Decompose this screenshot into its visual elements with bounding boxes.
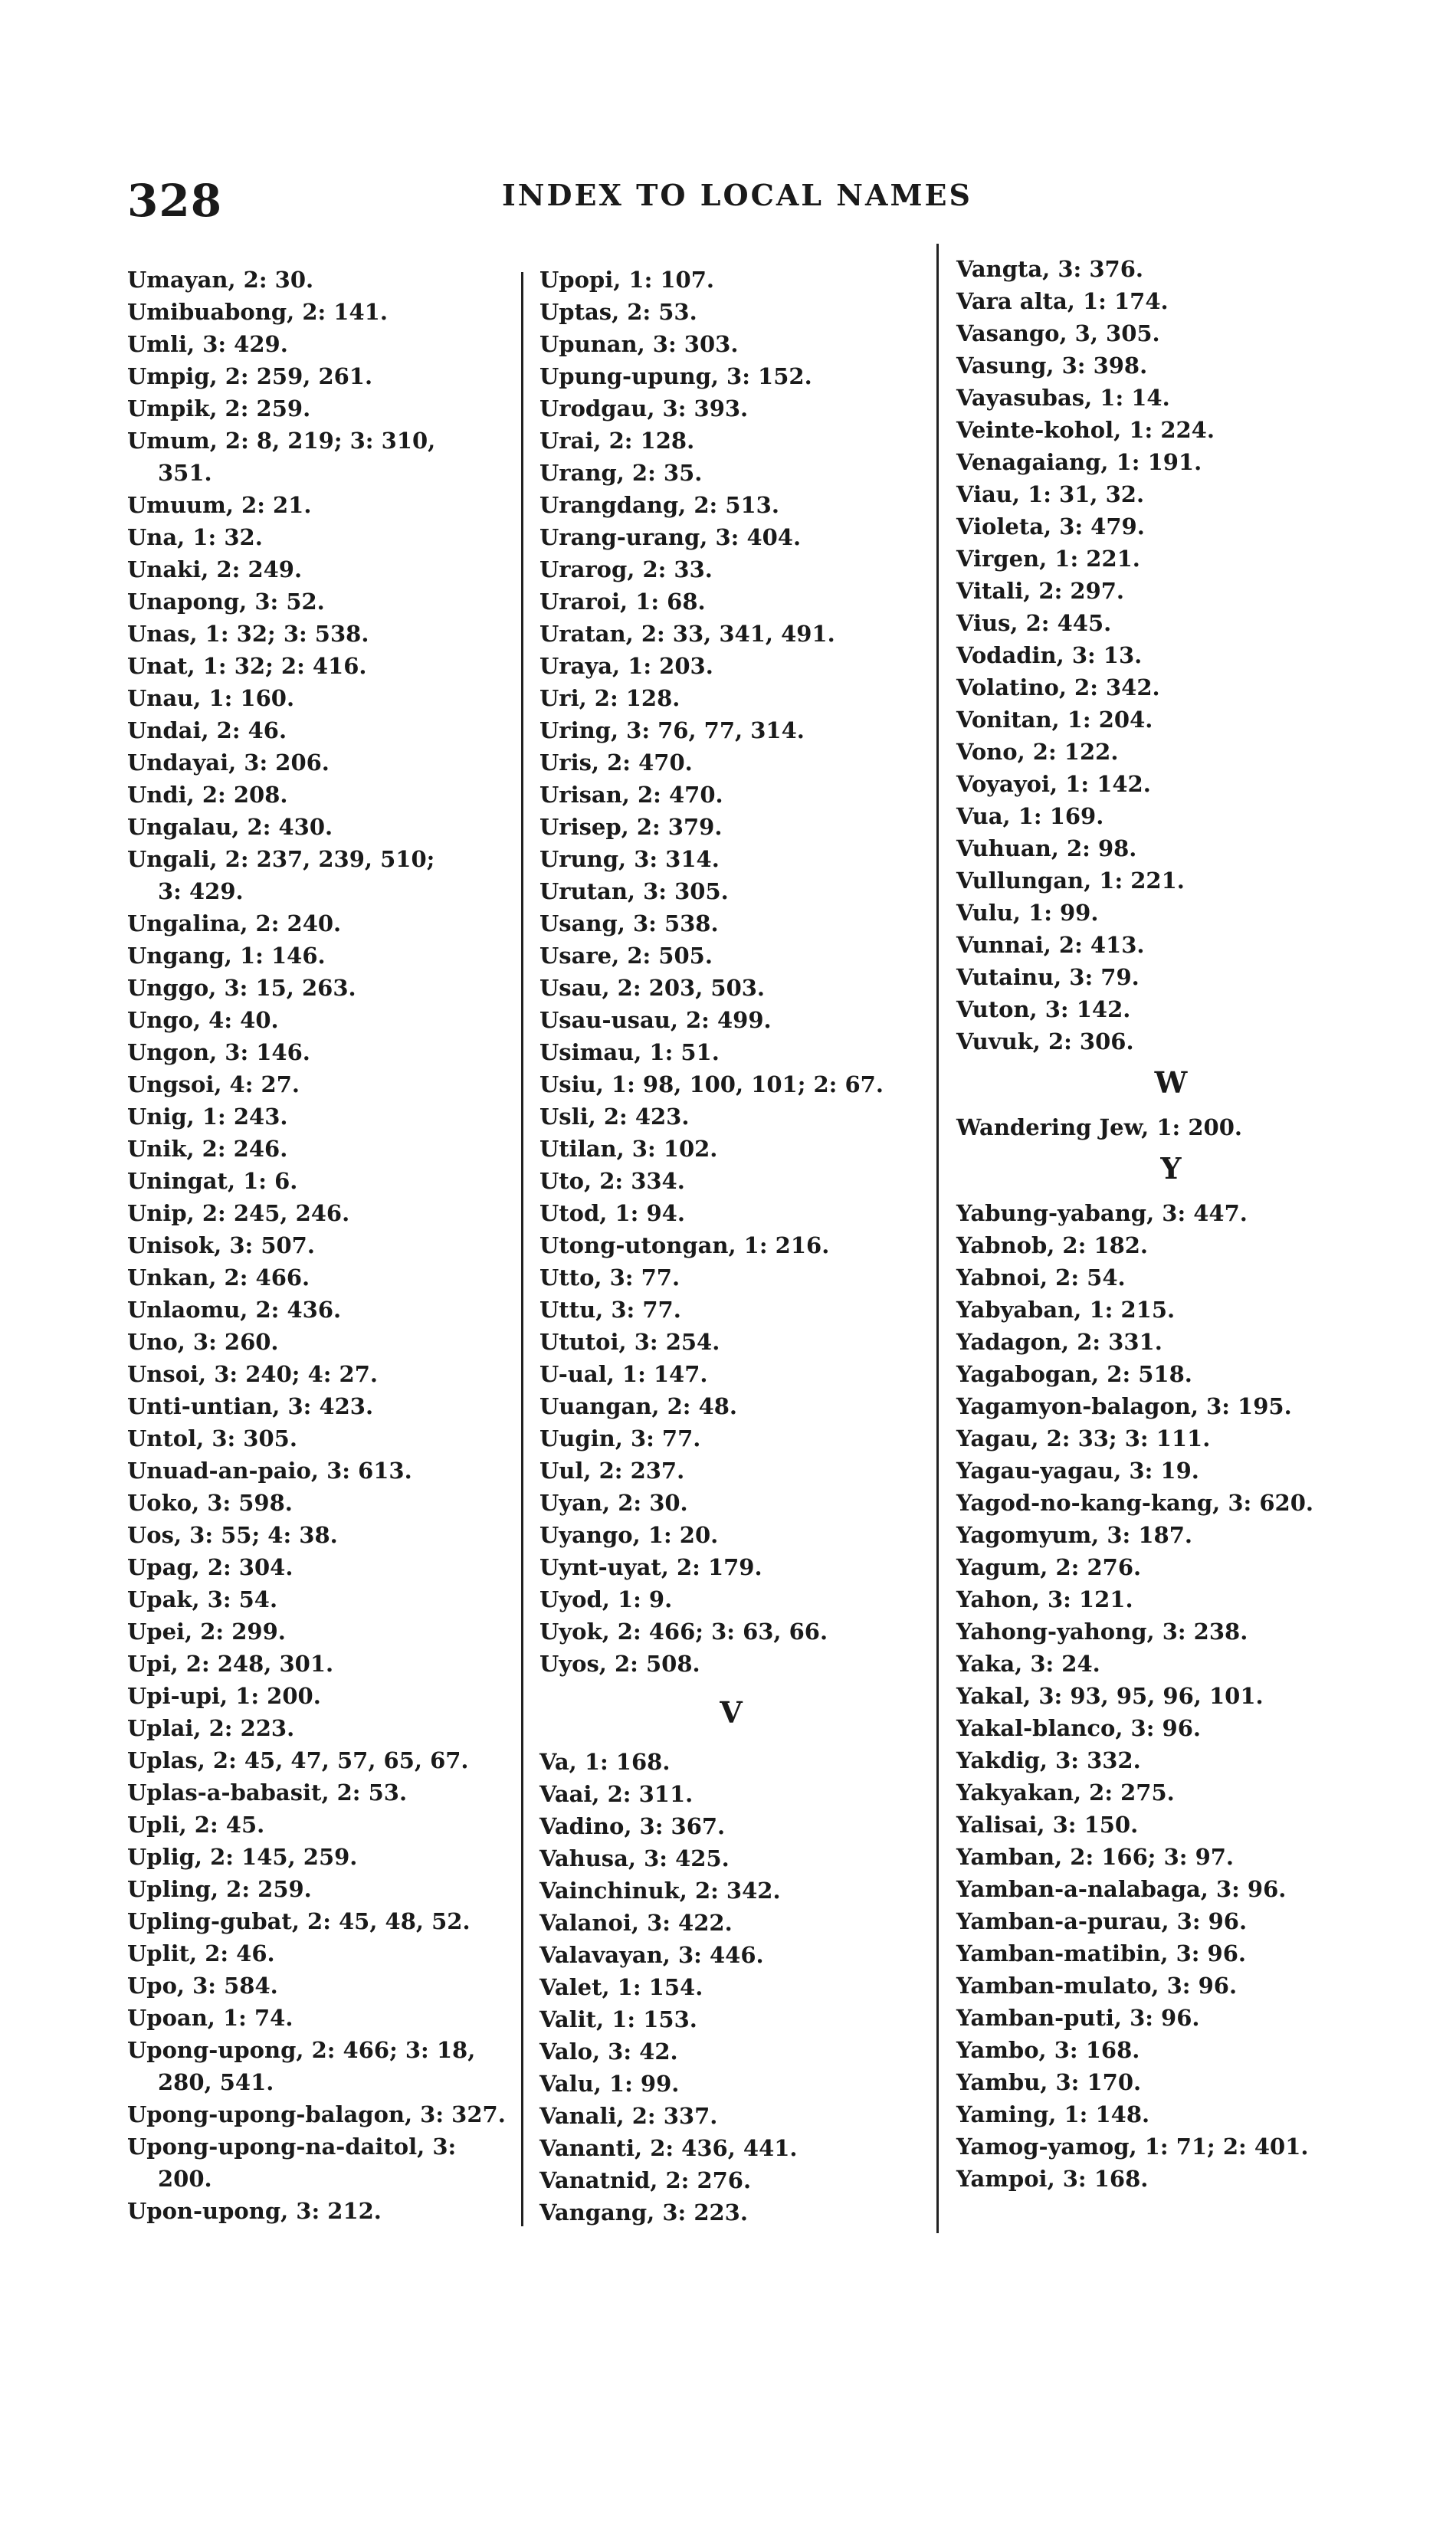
index-entry: Upunan, 3: 303. <box>539 331 739 357</box>
index-entry: Upong-upong-na-daitol, 3: <box>127 2134 457 2160</box>
index-entry: Yalisai, 3: 150. <box>956 1812 1139 1838</box>
section-heading-y: Y <box>1160 1151 1182 1186</box>
index-entry: Ututoi, 3: 254. <box>539 1329 720 1355</box>
index-column-2 <box>539 264 923 2229</box>
index-entry: Unau, 1: 160. <box>127 685 295 711</box>
index-entry: Vono, 2: 122. <box>956 739 1119 765</box>
index-entry: Upi, 2: 248, 301. <box>127 1651 334 1677</box>
index-entry: Yamban-a-nalabaga, 3: 96. <box>956 1876 1287 1902</box>
index-entry: Uugin, 3: 77. <box>539 1425 701 1451</box>
index-entry: Vara alta, 1: 174. <box>956 288 1169 314</box>
index-entry: Valanoi, 3: 422. <box>539 1910 733 1936</box>
index-entry: Vuvuk, 2: 306. <box>956 1028 1134 1055</box>
index-entry: Vunnai, 2: 413. <box>956 932 1145 958</box>
index-entry: Yahong-yahong, 3: 238. <box>956 1619 1248 1645</box>
index-entry: Undayai, 3: 206. <box>127 750 330 776</box>
index-entry: Urang, 2: 35. <box>539 460 703 486</box>
index-entry: Volatino, 2: 342. <box>956 674 1160 700</box>
index-entry: Violeta, 3: 479. <box>956 513 1145 540</box>
index-entry: Umum, 2: 8, 219; 3: 310, <box>127 428 436 454</box>
index-entry: Upon-upong, 3: 212. <box>127 2198 382 2224</box>
index-entry: Viau, 1: 31, 32. <box>956 481 1145 507</box>
index-entry: Ungalina, 2: 240. <box>127 910 342 936</box>
index-entry: Upling, 2: 259. <box>127 1876 312 1902</box>
index-entry: Yampoi, 3: 168. <box>956 2166 1149 2192</box>
index-entry: Urai, 2: 128. <box>539 428 695 454</box>
index-entry: Upei, 2: 299. <box>127 1619 286 1645</box>
index-entry: Valavayan, 3: 446. <box>539 1942 764 1968</box>
index-entry: Upling-gubat, 2: 45, 48, 52. <box>127 1908 471 1934</box>
index-entry: Yagod-no-kang-kang, 3: 620. <box>956 1490 1313 1516</box>
index-entry: Unik, 2: 246. <box>127 1136 288 1162</box>
index-entry: Utilan, 3: 102. <box>539 1136 718 1162</box>
index-entry: Yamban, 2: 166; 3: 97. <box>956 1844 1235 1870</box>
index-entry: Valo, 3: 42. <box>539 2039 678 2065</box>
index-entry: Urang-urang, 3: 404. <box>539 524 802 550</box>
index-entry: Uuangan, 2: 48. <box>539 1393 738 1419</box>
index-entry: Vua, 1: 169. <box>956 803 1104 829</box>
index-entry: Umuum, 2: 21. <box>127 492 312 518</box>
index-entry: Uyan, 2: 30. <box>539 1490 688 1516</box>
index-entry: Yambu, 3: 170. <box>956 2069 1142 2095</box>
index-entry: Uyod, 1: 9. <box>539 1586 673 1612</box>
running-head: INDEX TO LOCAL NAMES <box>502 178 972 212</box>
index-entry: Uris, 2: 470. <box>539 750 693 776</box>
index-entry: Uto, 2: 334. <box>539 1168 685 1194</box>
index-entry: Undi, 2: 208. <box>127 782 288 808</box>
index-entry: Uraroi, 1: 68. <box>539 589 706 615</box>
index-entry: Vangta, 3: 376. <box>956 256 1143 282</box>
page-number: 328 <box>127 175 223 227</box>
index-entry: Urarog, 2: 33. <box>539 556 713 582</box>
index-entry: Vadino, 3: 367. <box>539 1813 726 1839</box>
index-entry: Yaming, 1: 148. <box>956 2101 1150 2127</box>
index-entry: 3: 429. <box>158 878 244 904</box>
index-entry: Upoan, 1: 74. <box>127 2005 293 2031</box>
index-entry: Upi-upi, 1: 200. <box>127 1683 321 1709</box>
index-entry: Uyos, 2: 508. <box>539 1651 700 1677</box>
index-entry: Unkan, 2: 466. <box>127 1264 310 1291</box>
index-entry: Ungon, 3: 146. <box>127 1039 310 1065</box>
index-entry: Yagum, 2: 276. <box>956 1554 1142 1580</box>
index-entry: Vananti, 2: 436, 441. <box>539 2135 798 2161</box>
index-entry: Una, 1: 32. <box>127 524 263 550</box>
index-entry: Yamban-matibin, 3: 96. <box>956 1940 1247 1966</box>
index-entry: Vasango, 3, 305. <box>956 320 1160 346</box>
index-entry: Unas, 1: 32; 3: 538. <box>127 621 369 647</box>
index-entry: Uul, 2: 237. <box>539 1458 685 1484</box>
index-entry: Usiu, 1: 98, 100, 101; 2: 67. <box>539 1071 884 1097</box>
index-entry: Ungang, 1: 146. <box>127 943 326 969</box>
index-entry: 280, 541. <box>158 2069 274 2095</box>
index-entry: Uplas-a-babasit, 2: 53. <box>127 1779 408 1806</box>
index-entry: Umpig, 2: 259, 261. <box>127 363 373 389</box>
index-entry: Wandering Jew, 1: 200. <box>956 1114 1242 1140</box>
index-entry: Vuhuan, 2: 98. <box>956 835 1137 861</box>
index-entry: Unapong, 3: 52. <box>127 589 325 615</box>
index-entry: Unat, 1: 32; 2: 416. <box>127 653 367 679</box>
index-entry: Umli, 3: 429. <box>127 331 288 357</box>
index-entry: Unip, 2: 245, 246. <box>127 1200 350 1226</box>
index-entry: 351. <box>158 460 212 486</box>
index-entry: Upopi, 1: 107. <box>539 267 715 293</box>
index-entry: Yambo, 3: 168. <box>956 2037 1140 2063</box>
index-entry: Unlaomu, 2: 436. <box>127 1297 342 1323</box>
index-entry: Yakal-blanco, 3: 96. <box>956 1715 1201 1741</box>
index-entry: Upong-upong, 2: 466; 3: 18, <box>127 2037 476 2063</box>
index-entry: Venagaiang, 1: 191. <box>956 449 1202 475</box>
index-entry: Untol, 3: 305. <box>127 1425 297 1451</box>
index-entry: Uningat, 1: 6. <box>127 1168 298 1194</box>
index-column-3 <box>956 253 1385 2195</box>
index-entry: Yakdig, 3: 332. <box>956 1747 1141 1773</box>
index-entry: Upung-upung, 3: 152. <box>539 363 812 389</box>
section-heading-v: V <box>720 1695 743 1730</box>
index-entry: Uring, 3: 76, 77, 314. <box>539 717 805 743</box>
index-entry: Uno, 3: 260. <box>127 1329 279 1355</box>
index-entry: Utod, 1: 94. <box>539 1200 685 1226</box>
index-entry: Yagomyum, 3: 187. <box>956 1522 1192 1548</box>
index-entry: Virgen, 1: 221. <box>956 546 1140 572</box>
index-entry: Urisep, 2: 379. <box>539 814 723 840</box>
index-entry: Yabnob, 2: 182. <box>956 1232 1149 1258</box>
index-entry: Unig, 1: 243. <box>127 1104 288 1130</box>
index-entry: Usau-usau, 2: 499. <box>539 1007 772 1033</box>
index-entry: Uoko, 3: 598. <box>127 1490 293 1516</box>
index-entry: Ungalau, 2: 430. <box>127 814 333 840</box>
index-entry: Yabnoi, 2: 54. <box>956 1264 1126 1291</box>
column-rule <box>936 244 939 2233</box>
index-entry: Vullungan, 1: 221. <box>956 868 1185 894</box>
column-rule <box>521 272 523 2226</box>
index-entry: Yamban-a-purau, 3: 96. <box>956 1908 1248 1934</box>
index-entry: Unggo, 3: 15, 263. <box>127 975 356 1001</box>
index-entry: Uynt-uyat, 2: 179. <box>539 1554 762 1580</box>
index-entry: Usau, 2: 203, 503. <box>539 975 766 1001</box>
index-entry: Vius, 2: 445. <box>956 610 1112 636</box>
index-entry: U-ual, 1: 147. <box>539 1361 708 1387</box>
index-entry: Yadagon, 2: 331. <box>956 1329 1163 1355</box>
index-entry: Uyango, 1: 20. <box>539 1522 719 1548</box>
index-entry: Uplas, 2: 45, 47, 57, 65, 67. <box>127 1747 469 1773</box>
index-entry: Vonitan, 1: 204. <box>956 707 1153 733</box>
index-entry: Yabung-yabang, 3: 447. <box>956 1200 1248 1226</box>
index-entry: Yamban-mulato, 3: 96. <box>956 1973 1238 1999</box>
index-entry: Vahusa, 3: 425. <box>539 1845 730 1871</box>
index-entry: Vodadin, 3: 13. <box>956 642 1143 668</box>
index-entry: Usimau, 1: 51. <box>539 1039 720 1065</box>
index-entry: Ungo, 4: 40. <box>127 1007 279 1033</box>
index-entry: Uraya, 1: 203. <box>539 653 713 679</box>
index-entry: Yagabogan, 2: 518. <box>956 1361 1192 1387</box>
index-entry: Upag, 2: 304. <box>127 1554 293 1580</box>
index-entry: Upong-upong-balagon, 3: 327. <box>127 2101 506 2127</box>
index-entry: Vayasubas, 1: 14. <box>956 385 1170 411</box>
index-entry: Usare, 2: 505. <box>539 943 713 969</box>
index-entry: Uttu, 3: 77. <box>539 1297 681 1323</box>
index-column-1 <box>127 264 510 2227</box>
index-entry: Unaki, 2: 249. <box>127 556 303 582</box>
index-entry: Va, 1: 168. <box>539 1749 671 1775</box>
index-entry: Uplai, 2: 223. <box>127 1715 295 1741</box>
index-entry: Yamog-yamog, 1: 71; 2: 401. <box>956 2134 1309 2160</box>
index-entry: Utto, 3: 77. <box>539 1264 680 1291</box>
index-entry: Vasung, 3: 398. <box>956 353 1148 379</box>
index-entry: Unti-untian, 3: 423. <box>127 1393 374 1419</box>
index-entry: Yaka, 3: 24. <box>956 1651 1100 1677</box>
index-entry: Vitali, 2: 297. <box>956 578 1125 604</box>
index-entry: Ungali, 2: 237, 239, 510; <box>127 846 435 872</box>
index-entry: Urutan, 3: 305. <box>539 878 729 904</box>
index-entry: Umibuabong, 2: 141. <box>127 299 388 325</box>
index-entry: Vainchinuk, 2: 342. <box>539 1878 781 1904</box>
index-entry: Urisan, 2: 470. <box>539 782 723 808</box>
index-entry: Uplit, 2: 46. <box>127 1940 275 1966</box>
index-entry: Valet, 1: 154. <box>539 1974 703 2000</box>
index-entry: Urangdang, 2: 513. <box>539 492 779 518</box>
index-entry: Uratan, 2: 33, 341, 491. <box>539 621 835 647</box>
index-entry: Uptas, 2: 53. <box>539 299 697 325</box>
index-entry: Umayan, 2: 30. <box>127 267 314 293</box>
index-entry: Upli, 2: 45. <box>127 1812 265 1838</box>
index-entry: Undai, 2: 46. <box>127 717 287 743</box>
index-entry: Uyok, 2: 466; 3: 63, 66. <box>539 1619 828 1645</box>
index-entry: Umpik, 2: 259. <box>127 395 311 422</box>
index-entry: Yakal, 3: 93, 95, 96, 101. <box>956 1683 1264 1709</box>
index-entry: Utong-utongan, 1: 216. <box>539 1232 830 1258</box>
index-entry: Vulu, 1: 99. <box>956 900 1099 926</box>
index-entry: Urung, 3: 314. <box>539 846 720 872</box>
index-entry: Unuad-an-paio, 3: 613. <box>127 1458 412 1484</box>
section-heading-w: W <box>1154 1065 1188 1100</box>
index-entry: Ungsoi, 4: 27. <box>127 1071 300 1097</box>
index-entry: Yahon, 3: 121. <box>956 1586 1133 1612</box>
index-entry: Usli, 2: 423. <box>539 1104 690 1130</box>
index-entry: Upo, 3: 584. <box>127 1973 278 1999</box>
index-entry: Vuton, 3: 142. <box>956 996 1131 1022</box>
index-entry: Vangang, 3: 223. <box>539 2199 748 2226</box>
index-entry: Yakyakan, 2: 275. <box>956 1779 1175 1806</box>
index-entry: Uplig, 2: 145, 259. <box>127 1844 358 1870</box>
index-entry: Unsoi, 3: 240; 4: 27. <box>127 1361 379 1387</box>
index-entry: Vanatnid, 2: 276. <box>539 2167 752 2193</box>
index-entry: Veinte-kohol, 1: 224. <box>956 417 1215 443</box>
index-entry: Valit, 1: 153. <box>539 2006 697 2032</box>
index-entry: Yagau, 2: 33; 3: 111. <box>956 1425 1211 1451</box>
index-entry: Vutainu, 3: 79. <box>956 964 1140 990</box>
index-entry: Yagau-yagau, 3: 19. <box>956 1458 1199 1484</box>
index-entry: Voyayoi, 1: 142. <box>956 771 1151 797</box>
index-entry: 200. <box>158 2166 212 2192</box>
index-entry: Uos, 3: 55; 4: 38. <box>127 1522 338 1548</box>
index-entry: Upak, 3: 54. <box>127 1586 278 1612</box>
index-entry: Usang, 3: 538. <box>539 910 719 936</box>
index-entry: Vanali, 2: 337. <box>539 2103 718 2129</box>
index-entry: Yabyaban, 1: 215. <box>956 1297 1176 1323</box>
index-entry: Uri, 2: 128. <box>539 685 680 711</box>
index-entry: Valu, 1: 99. <box>539 2071 680 2097</box>
index-entry: Vaai, 2: 311. <box>539 1781 694 1807</box>
index-entry: Yamban-puti, 3: 96. <box>956 2005 1200 2031</box>
index-entry: Yagamyon-balagon, 3: 195. <box>956 1393 1292 1419</box>
index-entry: Urodgau, 3: 393. <box>539 395 749 422</box>
index-entry: Unisok, 3: 507. <box>127 1232 315 1258</box>
